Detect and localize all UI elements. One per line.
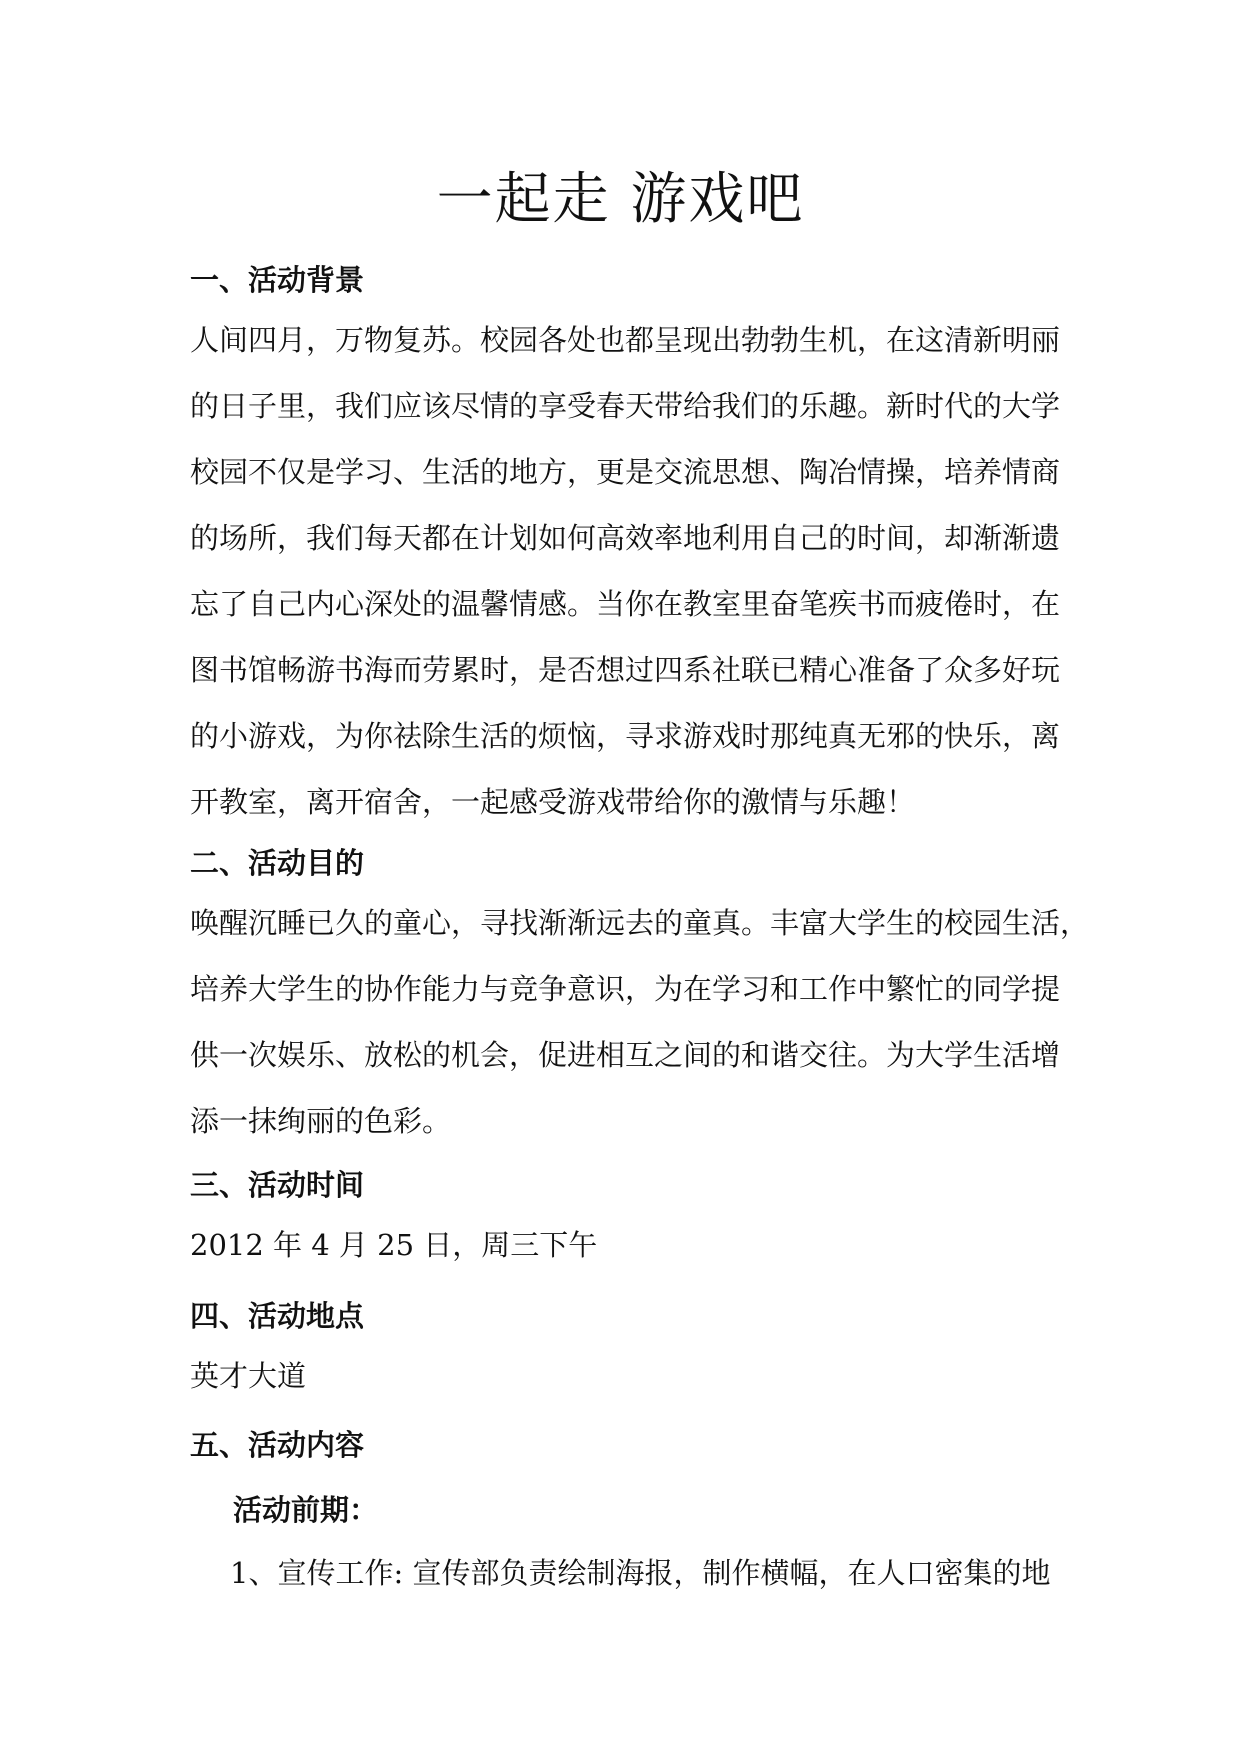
section-heading-location: 四、活动地点 — [190, 1299, 365, 1333]
paragraph-line: 的小游戏，为你祛除生活的烦恼，寻求游戏时那纯真无邪的快乐，离 — [190, 719, 1061, 753]
paragraph-line: 的场所，我们每天都在计划如何高效率地利用自己的时间，却渐渐遗 — [190, 521, 1061, 555]
paragraph-line: 人间四月，万物复苏。校园各处也都呈现出勃勃生机，在这清新明丽 — [190, 323, 1061, 357]
paragraph-line: 忘了自己内心深处的温馨情感。当你在教室里奋笔疾书而疲倦时，在 — [190, 587, 1061, 621]
paragraph-line: 的日子里，我们应该尽情的享受春天带给我们的乐趣。新时代的大学 — [190, 389, 1061, 423]
document-title: 一起走 游戏吧 — [436, 167, 805, 232]
section-heading-purpose: 二、活动目的 — [190, 846, 365, 880]
section-body-time — [190, 1212, 1050, 1278]
paragraph-line: 图书馆畅游书海而劳累时，是否想过四系社联已精心准备了众多好玩 — [190, 653, 1061, 687]
paragraph-line: 校园不仅是学习、生活的地方，更是交流思想、陶冶情操，培养情商 — [190, 455, 1061, 489]
section-heading-content: 五、活动内容 — [190, 1428, 365, 1462]
section-heading-background: 一、活动背景 — [190, 263, 365, 297]
section-body-background — [190, 307, 1061, 835]
section-body-location — [190, 1343, 1050, 1409]
paragraph-line: 唤醒沉睡已久的童心，寻找渐渐远去的童真。丰富大学生的校园生活， — [190, 906, 1090, 940]
paragraph-line: 开教室，离开宿舍，一起感受游戏带给你的激情与乐趣！ — [190, 785, 916, 819]
section-body-purpose — [190, 890, 1090, 1154]
section-heading-time: 三、活动时间 — [190, 1168, 365, 1202]
list-item-publicity — [230, 1540, 1050, 1606]
subheading-pre-activity: 活动前期： — [233, 1493, 379, 1527]
paragraph-line: 供一次娱乐、放松的机会，促进相互之间的和谐交往。为大学生活增 — [190, 1038, 1061, 1072]
paragraph-line: 1、宣传工作: 宣传部负责绘制海报，制作横幅，在人口密集的地 — [230, 1556, 1051, 1590]
paragraph-line: 2012 年 4 月 25 日，周三下午 — [190, 1228, 598, 1262]
paragraph-line: 添一抹绚丽的色彩。 — [190, 1104, 452, 1138]
paragraph-line: 培养大学生的协作能力与竞争意识，为在学习和工作中繁忙的同学提 — [190, 972, 1061, 1006]
paragraph-line: 英才大道 — [190, 1359, 307, 1393]
